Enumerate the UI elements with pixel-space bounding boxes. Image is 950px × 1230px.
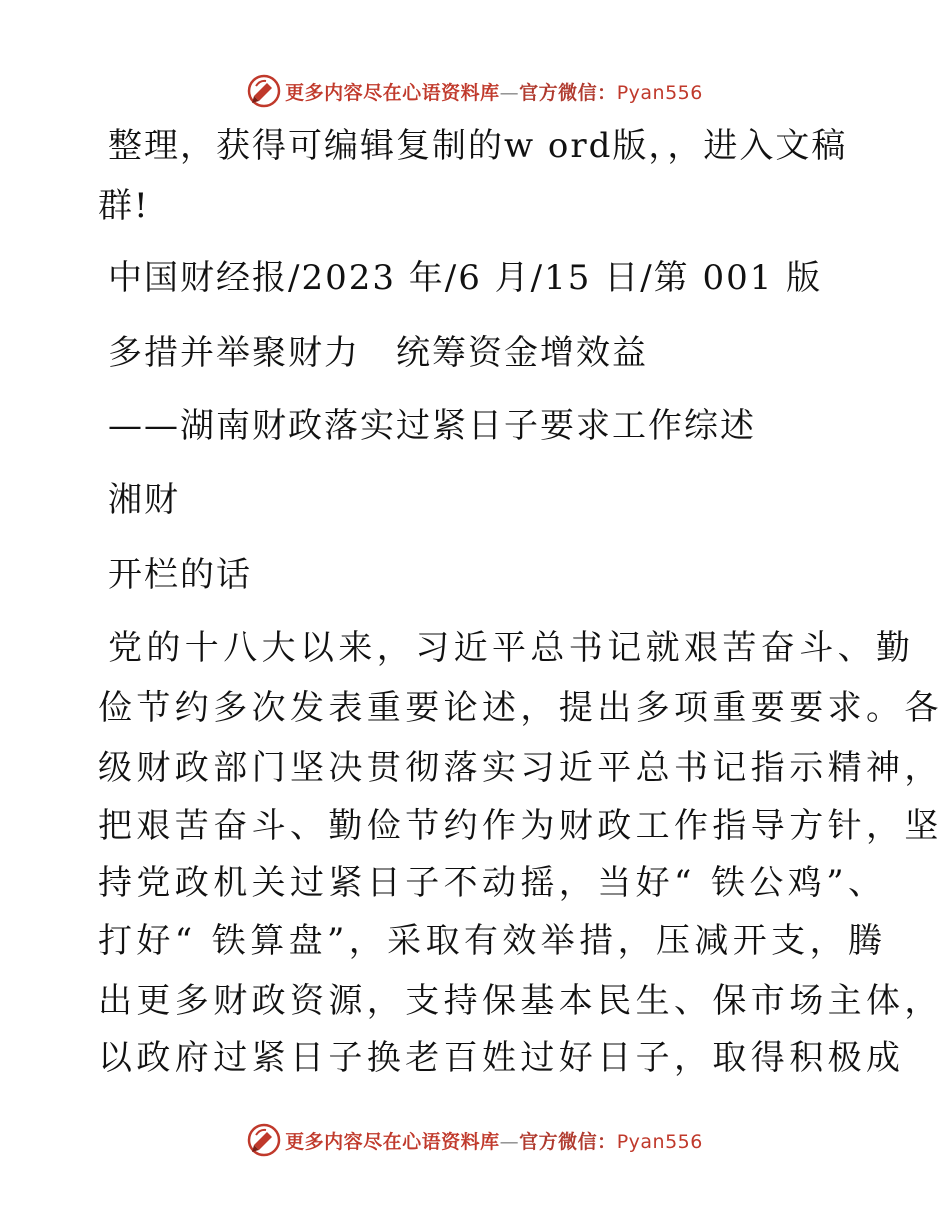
paragraph-line: 打好“ 铁算盘”，采取有效举措，压减开支，腾 (98, 921, 887, 961)
paragraph-line: 党的十八大以来，习近平总书记就艰苦奋斗、勤 (108, 628, 915, 668)
paragraph-line: 俭节约多次发表重要论述，提出多项重要要求。各 (98, 688, 943, 728)
paragraph-line: 把艰苦奋斗、勤俭节约作为财政工作指导方针，坚 (98, 806, 943, 846)
footer-watermark (0, 1120, 950, 1160)
watermark-wechat-label: 官方微信： (519, 1130, 617, 1153)
paragraph-line: 持党政机关过紧日子不动摇，当好“ 铁公鸡”、 (98, 863, 887, 903)
pen-logo-icon (247, 1123, 281, 1157)
paragraph-line: 出更多财政资源，支持保基本民生、保市场主体， (98, 981, 943, 1021)
watermark-wechat-label: 官方微信： (519, 81, 617, 104)
intro-line-1: 整理，获得可编辑复制的w ord版，，进入文稿 (108, 126, 848, 166)
intro-line-2: 群! (98, 186, 150, 226)
watermark-separator: — (499, 1130, 520, 1153)
watermark-brand: 更多内容尽在心语资料库 (285, 1130, 500, 1153)
watermark-wechat-id: Pyan556 (616, 81, 703, 104)
pen-logo-icon (247, 74, 281, 108)
author: 湘财 (108, 480, 180, 520)
watermark-brand: 更多内容尽在心语资料库 (285, 81, 500, 104)
watermark-separator: — (499, 81, 520, 104)
section-title: 开栏的话 (108, 555, 252, 595)
source-line: 中国财经报/2023 年/6 月/15 日/第 001 版 (108, 258, 823, 298)
headline: 多措并举聚财力 统筹资金增效益 (108, 333, 648, 373)
subheadline: ——湖南财政落实过紧日子要求工作综述 (108, 406, 756, 446)
header-watermark (0, 71, 950, 111)
paragraph-line: 以政府过紧日子换老百姓过好日子，取得积极成 (98, 1038, 905, 1078)
paragraph-line: 级财政部门坚决贯彻落实习近平总书记指示精神， (98, 748, 943, 788)
watermark-wechat-id: Pyan556 (616, 1130, 703, 1153)
